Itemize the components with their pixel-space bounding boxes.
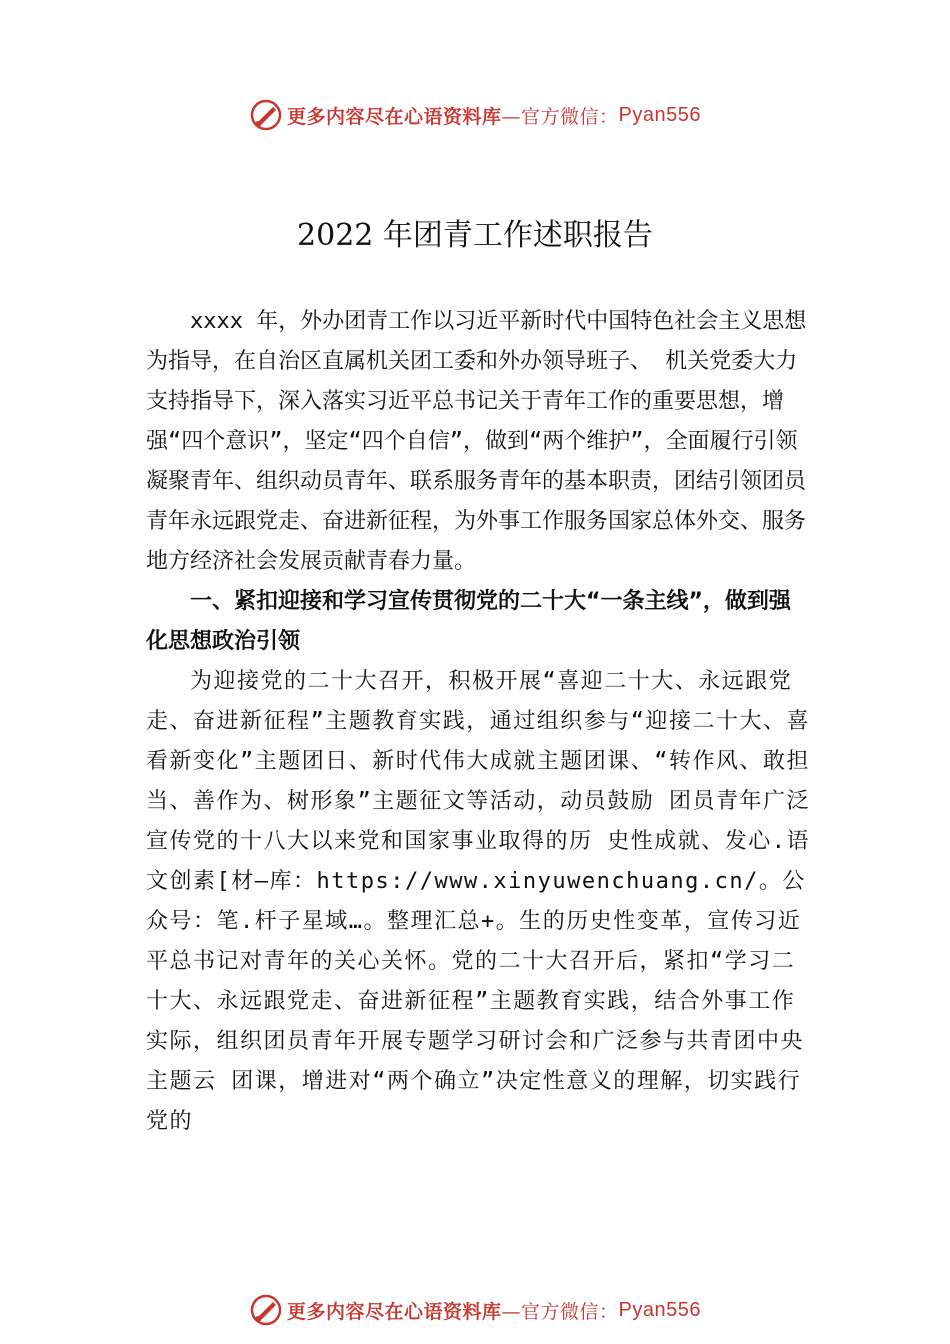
paragraph-section-1: 为迎接党的二十大召开，积极开展“喜迎二十大、永远跟党走、奋进新征程”主题教育实践，通过组织参与“迎接二十大、喜看新变化”主题团日、新时代伟大成就主题团课、“转作风、敢担当、善作为、树形象”主题征文等活动，动员鼓励 团员青年广泛宣传党的十八大以来党和国家事业取得的历 史性成就、发心.语文创素[材—库：https://www.xinyuwenchuang.cn/。公众号：笔.杆子星域…。整理汇总+。生的历史性变革，宣传习近平总书记对青年的关心关怀。党的二十大召开后，紧扣“学习二十大、永远跟党走、奋进新征程”主题教育实践，结合外事工作实际，组织团员青年开展专题学习研讨会和广泛参与共青团中央主题云 团课，增进对“两个确立”决定性意义的理解，切实践行党的 bbox=[146, 669, 810, 1134]
document-title: 2022 年团青工作述职报告 bbox=[297, 218, 653, 254]
footer-watermark bbox=[0, 1290, 950, 1330]
watermark-separator: —官方微信： bbox=[501, 105, 619, 128]
brush-seal-icon bbox=[249, 98, 283, 132]
brush-seal-icon bbox=[249, 1293, 283, 1327]
document-body bbox=[146, 302, 811, 1142]
watermark-wechat: Pyan556 bbox=[618, 103, 701, 126]
header-watermark bbox=[0, 95, 950, 135]
paragraph-intro: xxxx 年，外办团青工作以习近平新时代中国特色社会主义思想为指导，在自治区直属机关团工委和外办领导班子、 机关党委大力支持指导下，深入落实习近平总书记关于青年工作的重要思想，增强“四个意识”，坚定“四个自信”，做到“两个维护”，全面履行引领凝聚青年、组织动员青年、联系服务青年的基本职责，团结引领团员青年永远跟党走、奋进新征程，为外事工作服务国家总体外交、服务地方经济社会发展贡献青春力量。 bbox=[146, 309, 807, 574]
watermark-separator: —官方微信： bbox=[501, 1300, 619, 1323]
watermark-text: 更多内容尽在心语资料库 bbox=[287, 1300, 502, 1323]
section-heading-1: 一、紧扣迎接和学习宣传贯彻党的二十大“一条主线”，做到强化思想政治引领 bbox=[146, 589, 791, 654]
watermark-wechat: Pyan556 bbox=[618, 1298, 701, 1321]
watermark-text: 更多内容尽在心语资料库 bbox=[287, 105, 502, 128]
